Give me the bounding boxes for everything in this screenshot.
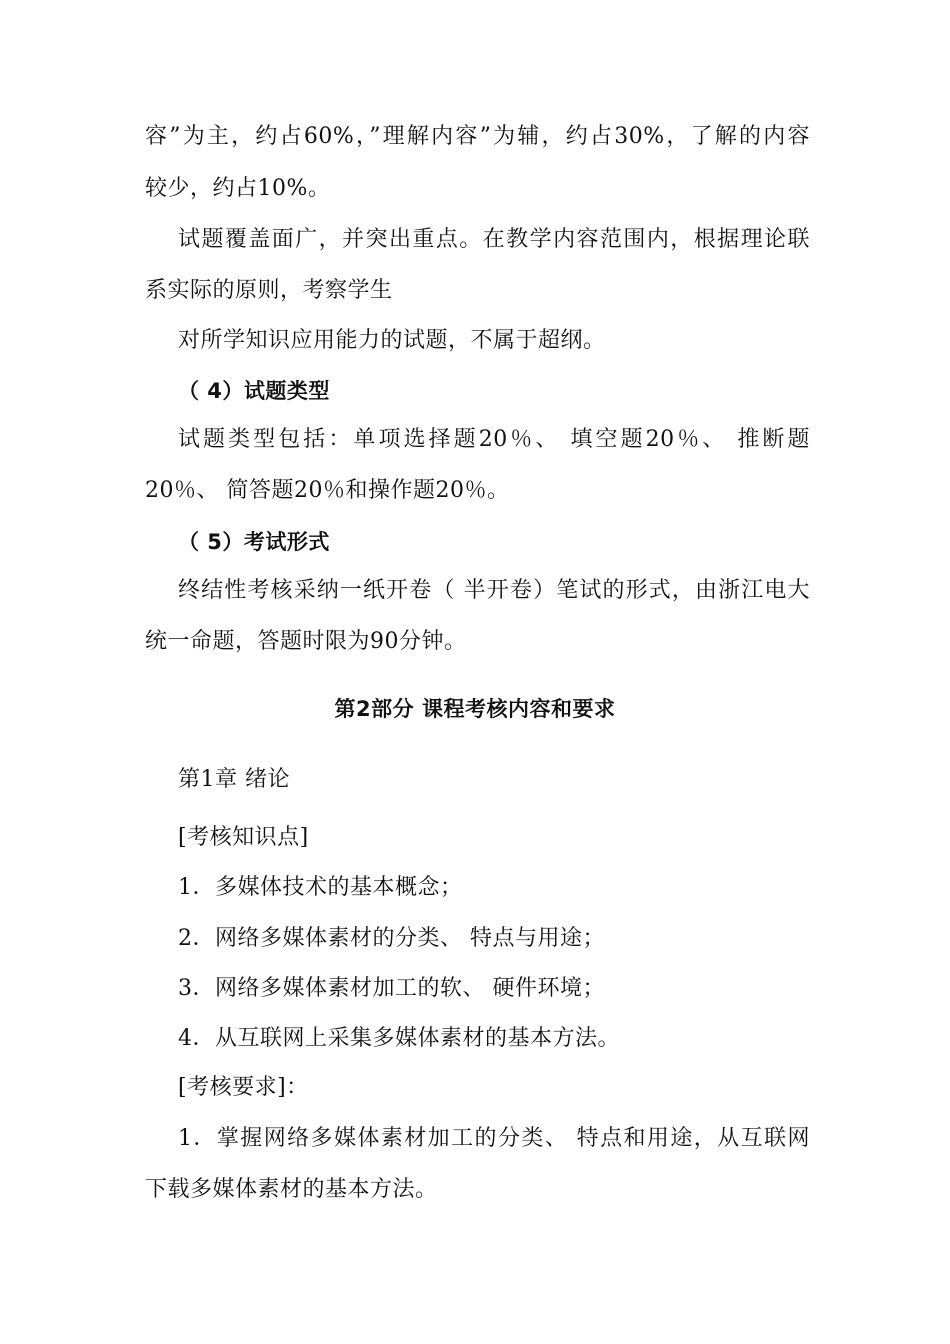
paragraph-line: 终结性考核采纳一纸开卷（ 半开卷）笔试的形式，由浙江电大 <box>178 578 810 603</box>
part-title: 第2部分 课程考核内容和要求 <box>334 697 616 721</box>
paragraph-line: 20％、 简答题20％和操作题20％。 <box>145 478 510 503</box>
paragraph-line: 试题类型包括：单项选择题20％、 填空题20％、 推断题 <box>178 427 810 452</box>
paragraph-line: 容”为主，约占60%，”理解内容”为辅，约占30%，了解的内容 <box>145 124 810 149</box>
section-heading: （ 4）试题类型 <box>178 379 330 403</box>
requirement-heading: [考核要求]： <box>178 1075 309 1100</box>
section-heading: （ 5）考试形式 <box>178 530 330 554</box>
list-item: 2．网络多媒体素材的分类、 特点与用途； <box>178 926 605 951</box>
list-item: 3．网络多媒体素材加工的软、 硬件环境； <box>178 976 605 1001</box>
paragraph-line: 试题覆盖面广，并突出重点。在教学内容范围内，根据理论联 <box>178 227 810 252</box>
paragraph-line: 较少，约占10%。 <box>145 176 331 201</box>
knowledge-heading: [考核知识点] <box>178 825 309 850</box>
paragraph-line: 下载多媒体素材的基本方法。 <box>145 1177 438 1202</box>
paragraph-line: 对所学知识应用能力的试题，不属于超纲。 <box>178 328 606 353</box>
list-item: 1．多媒体技术的基本概念； <box>178 875 463 900</box>
list-item: 4．从互联网上采集多媒体素材的基本方法。 <box>178 1026 620 1051</box>
paragraph-line: 系实际的原则，考察学生 <box>145 278 393 303</box>
paragraph-line: 统一命题，答题时限为90分钟。 <box>145 629 467 654</box>
chapter-title: 第1章 绪论 <box>178 767 290 792</box>
paragraph-line: 1．掌握网络多媒体素材加工的分类、 特点和用途，从互联网 <box>178 1126 810 1151</box>
